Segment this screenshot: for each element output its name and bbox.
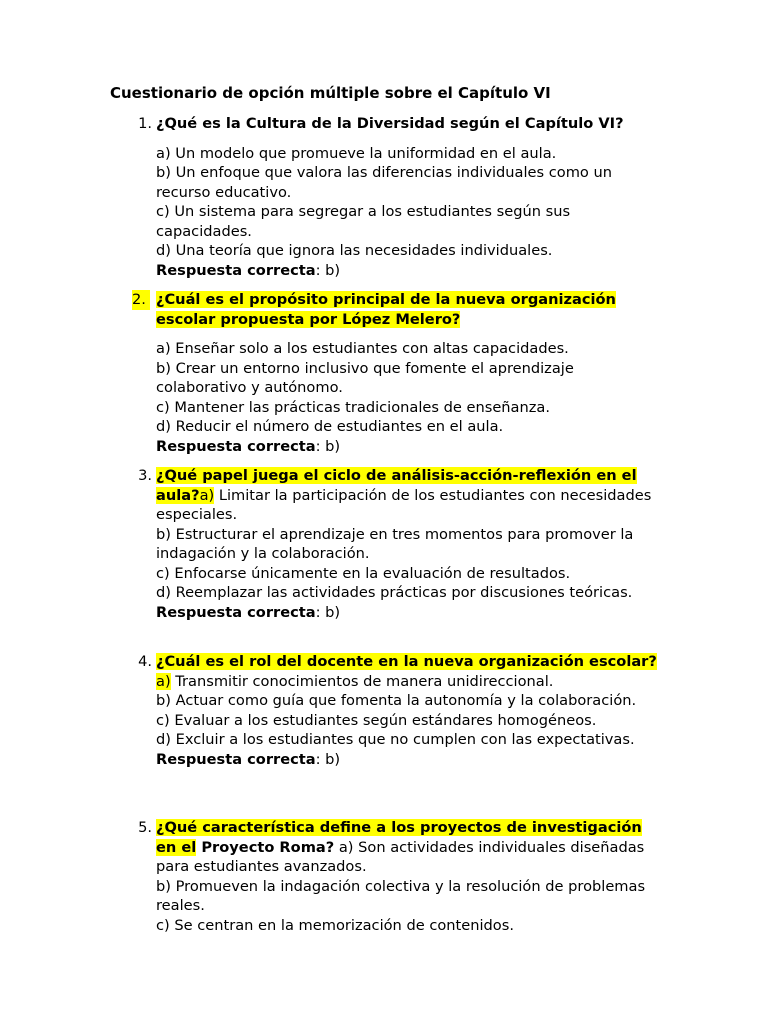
option-a-text: a) Son actividades individuales diseñadas para estudiantes avanzados. <box>156 838 645 875</box>
question-rest: Proyecto Roma? <box>196 838 335 856</box>
option-a: a) Un modelo que promueve la uniformidad en el aula. <box>156 144 557 162</box>
options-list <box>156 525 666 623</box>
highlighted-question: ¿Qué papel juega el ciclo de análisis-acción-reflexión en el aula? <box>156 467 637 504</box>
answer-value: b) <box>325 437 341 455</box>
option-c: c) Un sistema para segregar a los estudiantes según sus capacidades. <box>156 203 571 240</box>
answer-label: Respuesta correcta <box>156 261 316 279</box>
question-5 <box>138 818 666 935</box>
question-text: ¿Qué es la Cultura de la Diversidad según el Capítulo VI? <box>156 115 624 132</box>
question-1 <box>138 114 666 280</box>
question-number: 1. <box>138 115 152 132</box>
question-number: 3. <box>138 467 152 484</box>
option-b: b) Promueven la indagación colectiva y la resolución de problemas reales. <box>156 877 646 914</box>
option-a: a) Enseñar solo a los estudiantes con altas capacidades. <box>156 340 569 357</box>
answer-separator: : <box>315 750 326 768</box>
option-a-text: Transmitir conocimientos de manera unidireccional. <box>170 672 554 690</box>
answer-value: b) <box>325 603 341 621</box>
option-c: c) Mantener las prácticas tradicionales de enseñanza. <box>156 398 550 416</box>
options-list <box>156 691 666 769</box>
question-with-first-option <box>156 652 666 691</box>
option-a-prefix: a) <box>156 672 171 690</box>
option-a-text: Limitar la participación de los estudiantes con necesidades especiales. <box>156 486 652 523</box>
highlighted-question: ¿Qué característica define a los proyectos de investigación en el <box>156 819 642 856</box>
answer-separator: : <box>315 603 326 621</box>
answer-label: Respuesta correcta <box>156 437 316 455</box>
answer-label: Respuesta correcta <box>156 603 316 621</box>
options-list <box>156 877 666 936</box>
question-number: 2. <box>132 290 150 310</box>
question-text <box>156 290 666 329</box>
option-d: d) Excluir a los estudiantes que no cumplen con las expectativas. <box>156 731 635 748</box>
highlighted-question: ¿Cuál es el rol del docente en la nueva organización escolar? <box>156 653 657 670</box>
option-b: b) Un enfoque que valora las diferencias individuales como un recurso educativo. <box>156 164 612 201</box>
correct-answer <box>156 437 666 457</box>
highlighted-question: ¿Cuál es el propósito principal de la nueva organización escolar propuesta por López Melero? <box>156 291 616 328</box>
option-b: b) Estructurar el aprendizaje en tres momentos para promover la indagación y la colaboración. <box>156 525 634 562</box>
answer-value: b) <box>325 261 341 279</box>
question-number: 5. <box>138 819 152 836</box>
answer-value: b) <box>325 750 341 768</box>
option-d: d) Reducir el número de estudiantes en el aula. <box>156 418 504 435</box>
answer-label: Respuesta correcta <box>156 750 316 768</box>
question-with-first-option <box>156 466 666 525</box>
question-3 <box>138 466 666 622</box>
options-list <box>156 339 666 456</box>
option-b: b) Actuar como guía que fomenta la autonomía y la colaboración. <box>156 692 637 709</box>
correct-answer <box>156 750 666 770</box>
answer-separator: : <box>315 437 326 455</box>
options-list <box>156 144 666 281</box>
option-c: c) Evaluar a los estudiantes según estándares homogéneos. <box>156 711 597 729</box>
correct-answer <box>156 261 666 281</box>
option-c: c) Enfocarse únicamente en la evaluación de resultados. <box>156 564 571 582</box>
question-number: 4. <box>138 653 152 670</box>
question-4 <box>138 652 666 769</box>
option-d: d) Reemplazar las actividades prácticas por discusiones teóricas. <box>156 584 633 601</box>
option-c: c) Se centran en la memorización de contenidos. <box>156 916 514 934</box>
option-a-prefix: a) <box>199 486 215 504</box>
answer-separator: : <box>315 261 326 279</box>
document-title: Cuestionario de opción múltiple sobre el Capítulo VI <box>110 84 551 102</box>
option-d: d) Una teoría que ignora las necesidades individuales. <box>156 242 553 259</box>
question-with-first-option <box>156 818 666 877</box>
question-2 <box>132 290 666 456</box>
option-b: b) Crear un entorno inclusivo que fomente el aprendizaje colaborativo y autónomo. <box>156 359 574 396</box>
correct-answer <box>156 603 666 623</box>
